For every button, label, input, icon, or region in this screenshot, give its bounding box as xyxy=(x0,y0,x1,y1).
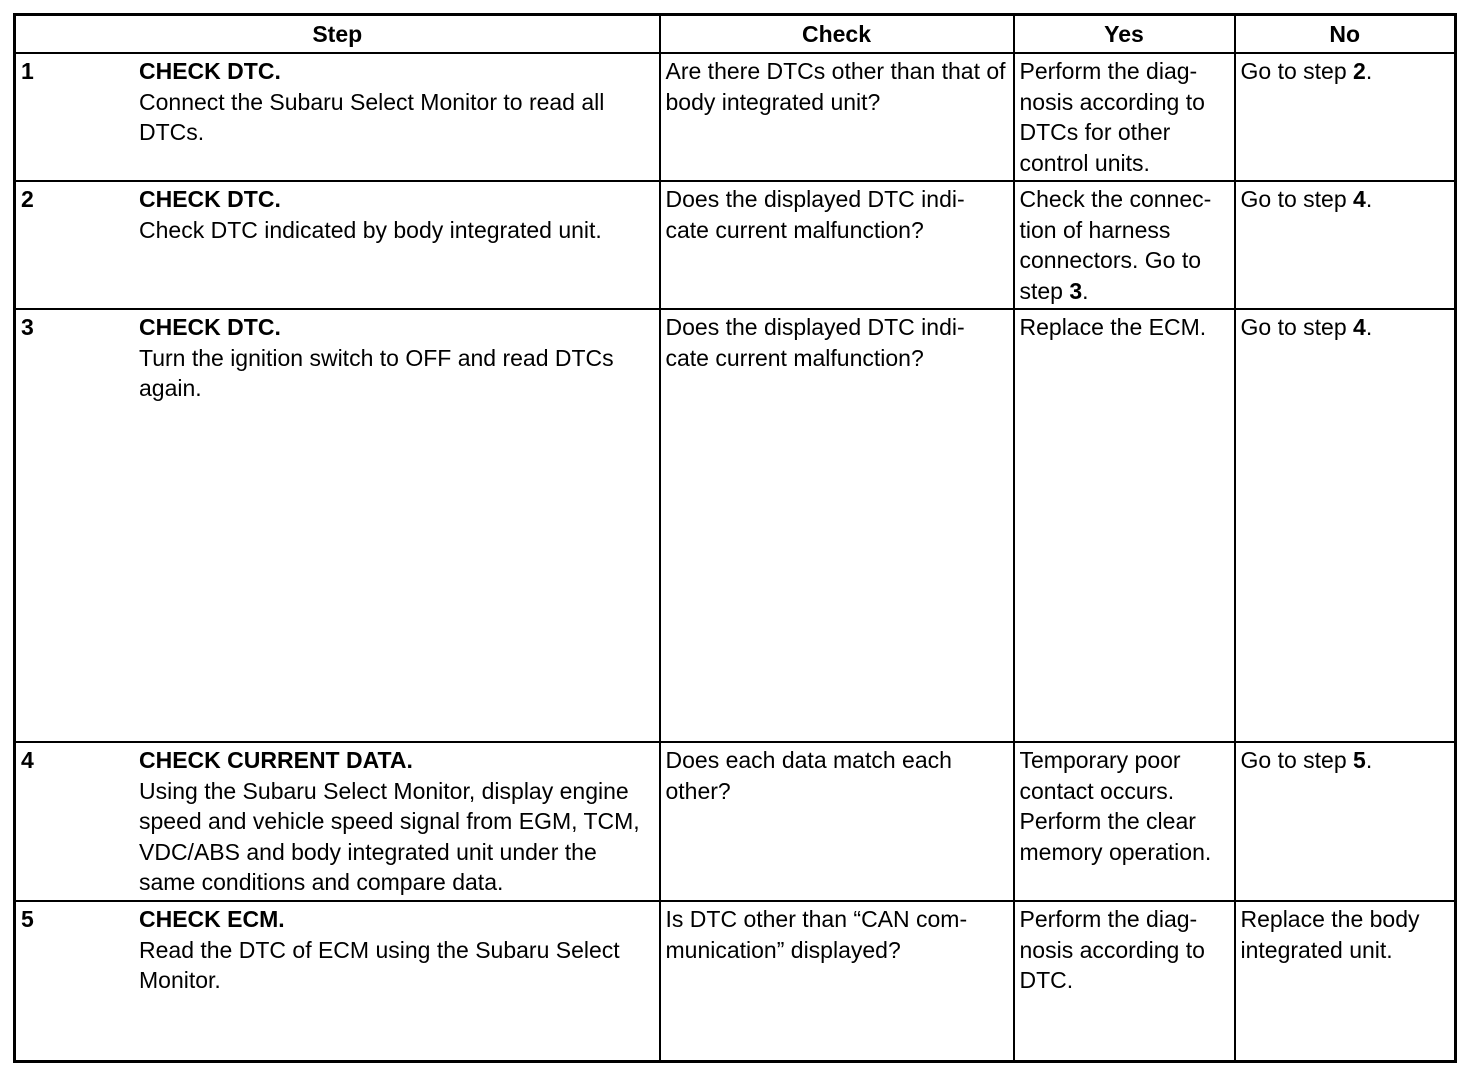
step-cell xyxy=(15,53,660,181)
no-cell xyxy=(1235,309,1456,742)
step-number: 1 xyxy=(21,58,34,84)
table-row xyxy=(15,309,1456,742)
step-title: CHECK ECM. xyxy=(139,906,285,932)
header-step: Step xyxy=(15,15,660,54)
check-cell: Does the displayed DTC indi-cate current malfunction? xyxy=(660,181,1014,309)
yes-cell: Perform the diag-nosis according to DTCs for other control units. xyxy=(1014,53,1235,181)
no-text-end: . xyxy=(1365,186,1373,212)
header-no: No xyxy=(1235,15,1456,54)
step-description: Read the DTC of ECM using the Subaru Select Monitor. xyxy=(139,936,620,993)
no-text-end: . xyxy=(1365,314,1373,340)
step-description: Turn the ignition switch to OFF and read DTCs again. xyxy=(139,344,614,401)
table-row xyxy=(15,901,1456,1061)
no-text: Go to step xyxy=(1240,747,1354,773)
yes-cell: Temporary poor contact occurs. Perform the clear memory operation. xyxy=(1014,742,1235,901)
step-description: Using the Subaru Select Monitor, display engine speed and vehicle speed signal from EGM, TCM, VDC/ABS and body integrated unit under the same conditions and compare data. xyxy=(139,777,640,895)
no-text: Go to step xyxy=(1240,186,1354,212)
step-reference: 4 xyxy=(1353,186,1366,212)
step-cell xyxy=(15,309,660,742)
step-reference: 3 xyxy=(1069,277,1083,304)
no-cell xyxy=(1235,181,1456,309)
step-description: Check DTC indicated by body integrated unit. xyxy=(139,216,602,243)
yes-text-end: . xyxy=(1082,277,1089,304)
step-number: 5 xyxy=(21,906,34,932)
no-text: Go to step xyxy=(1240,314,1354,340)
step-title: CHECK CURRENT DATA. xyxy=(139,747,413,773)
step-cell xyxy=(15,901,660,1061)
yes-cell: Perform the diag-nosis according to DTC. xyxy=(1014,901,1235,1061)
no-cell xyxy=(1235,742,1456,901)
step-number: 3 xyxy=(21,314,34,340)
no-text: Go to step xyxy=(1240,58,1354,84)
step-number: 4 xyxy=(21,747,34,773)
step-description: Connect the Subaru Select Monitor to read all DTCs. xyxy=(139,88,605,145)
step-title: CHECK DTC. xyxy=(139,186,281,212)
table-row xyxy=(15,181,1456,309)
table-row xyxy=(15,742,1456,901)
check-cell: Does each data match each other? xyxy=(660,742,1014,901)
no-cell xyxy=(1235,53,1456,181)
check-cell: Does the displayed DTC indi-cate current malfunction? xyxy=(660,309,1014,742)
header-yes: Yes xyxy=(1014,15,1235,54)
step-number: 2 xyxy=(21,186,34,212)
step-title: CHECK DTC. xyxy=(139,58,281,84)
yes-text: Check the connec-tion of harness connectors. Go to step xyxy=(1019,186,1212,304)
no-text-end: . xyxy=(1365,747,1373,773)
yes-cell: Replace the ECM. xyxy=(1014,309,1235,742)
step-cell xyxy=(15,742,660,901)
step-reference: 5 xyxy=(1353,747,1366,773)
no-text-end: . xyxy=(1365,58,1373,84)
no-cell: Replace the body integrated unit. xyxy=(1235,901,1456,1061)
step-reference: 2 xyxy=(1353,58,1366,84)
step-reference: 4 xyxy=(1353,314,1366,340)
header-row xyxy=(15,15,1456,54)
table-row xyxy=(15,53,1456,181)
diagnostic-table xyxy=(13,13,1457,1063)
check-cell: Are there DTCs other than that of body integrated unit? xyxy=(660,53,1014,181)
step-title: CHECK DTC. xyxy=(139,314,281,340)
header-check: Check xyxy=(660,15,1014,54)
step-cell xyxy=(15,181,660,309)
yes-cell xyxy=(1014,181,1235,309)
check-cell: Is DTC other than “CAN com-munication” displayed? xyxy=(660,901,1014,1061)
